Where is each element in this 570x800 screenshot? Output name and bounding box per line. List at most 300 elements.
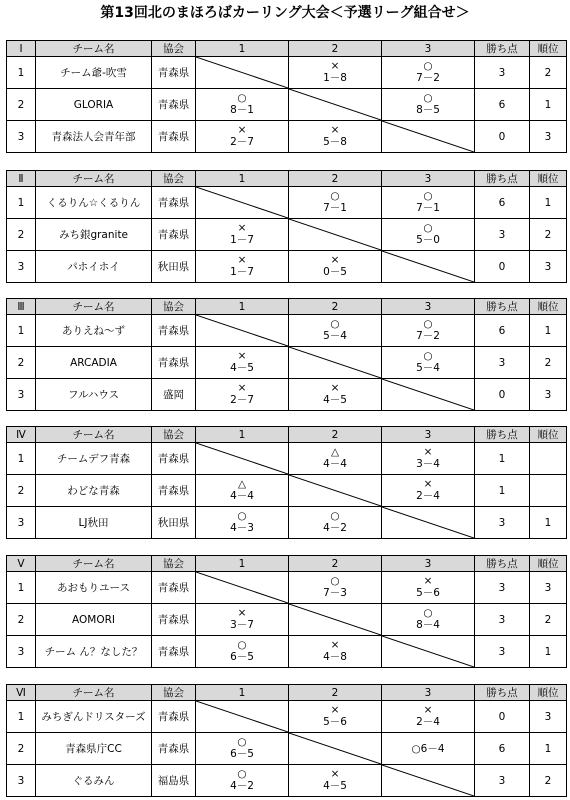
team-name: あおもりユース [36,572,152,604]
row-number: 2 [7,604,36,636]
assoc-header: 協会 [152,427,196,443]
team-name: みちぎんドリスターズ [36,701,152,733]
rank: 2 [530,219,567,251]
league-label: Ⅲ [7,299,36,315]
match3-header: 3 [382,685,475,701]
result-score: 5－6 [323,716,347,728]
team-name: チーム ん？なした？ [36,636,152,668]
rank-header: 順位 [530,299,567,315]
result-mark: × [330,60,340,72]
match-result [382,572,475,604]
points: 6 [475,315,530,347]
association: 青森県 [152,475,196,507]
match-result [196,733,289,765]
result-mark: ○ [237,92,247,104]
match1-header: 1 [196,171,289,187]
points: 0 [475,121,530,153]
result-score: 7－3 [323,587,347,599]
team-header: チーム名 [36,171,152,187]
points: 3 [475,636,530,668]
match-result [289,187,382,219]
match1-header: 1 [196,299,289,315]
diagonal-line [382,121,474,152]
result-mark: ○ [330,575,340,587]
match-result [289,121,382,153]
self-match-cell [382,765,475,797]
match1-header: 1 [196,685,289,701]
association: 青森県 [152,636,196,668]
diagonal-line [196,57,288,88]
result-mark: × [330,704,340,716]
match3-header: 3 [382,299,475,315]
association: 福島県 [152,765,196,797]
diagonal-line [289,475,381,506]
result-mark: △ [237,478,247,490]
result-mark: ○ [423,92,433,104]
diagonal-line [196,443,288,474]
points: 6 [475,187,530,219]
team-name: 青森法人会青年部 [36,121,152,153]
rank: 1 [530,187,567,219]
team-name: ARCADIA [36,347,152,379]
result-mark: ○ [330,190,340,202]
rank [530,475,567,507]
points: 3 [475,57,530,89]
match-result [289,636,382,668]
result-mark: ○ [423,350,433,362]
result-score: 3－7 [230,619,254,631]
rank: 1 [530,89,567,121]
league-label: Ⅳ [7,427,36,443]
diagonal-line [289,219,381,250]
match1-header: 1 [196,41,289,57]
result-score: 5－4 [416,362,440,374]
team-name: GLORIA [36,89,152,121]
assoc-header: 協会 [152,556,196,572]
diagonal-line [196,701,288,732]
match2-header: 2 [289,171,382,187]
team-name: パホイホイ [36,251,152,283]
result-score: 6－5 [230,651,254,663]
match-result [382,219,475,251]
rank: 3 [530,379,567,411]
self-match-cell [382,379,475,411]
match-result [382,443,475,475]
match-result [196,604,289,636]
rank: 2 [530,347,567,379]
team-name: みち銀granite [36,219,152,251]
row-number: 1 [7,187,36,219]
result-score: 4－4 [230,490,254,502]
row-number: 2 [7,733,36,765]
self-match-cell [196,187,289,219]
association: 青森県 [152,347,196,379]
result-score: 1－7 [230,234,254,246]
table-row [7,57,567,89]
association: 青森県 [152,733,196,765]
result-score: 8－5 [416,104,440,116]
result-mark: × [330,639,340,651]
result-mark: ○ [423,190,433,202]
result-mark: ○ [237,639,247,651]
league-table [6,170,567,283]
result-mark: ○ [423,222,433,234]
row-number: 1 [7,701,36,733]
result-score: 4－4 [323,458,347,470]
association: 青森県 [152,604,196,636]
points-header: 勝ち点 [475,171,530,187]
result-score: 2－7 [230,394,254,406]
match2-header: 2 [289,41,382,57]
match-result [196,347,289,379]
self-match-cell [289,347,382,379]
result-mark: × [423,446,433,458]
table-row [7,315,567,347]
team-header: チーム名 [36,427,152,443]
row-number: 2 [7,89,36,121]
self-match-cell [196,315,289,347]
rank: 3 [530,572,567,604]
table-row [7,347,567,379]
self-match-cell [289,733,382,765]
result-score: 7－1 [416,202,440,214]
rank: 3 [530,701,567,733]
result-mark: × [237,607,247,619]
match-result [382,604,475,636]
result-mark: × [423,478,433,490]
result-score: 4－5 [230,362,254,374]
result-mark: × [237,222,247,234]
result-score: 1－7 [230,266,254,278]
self-match-cell [382,121,475,153]
rank: 1 [530,636,567,668]
match-result [289,507,382,539]
diagonal-line [196,187,288,218]
league-label: Ⅰ [7,41,36,57]
assoc-header: 協会 [152,171,196,187]
result-mark: ○ [423,607,433,619]
match-result [289,572,382,604]
match-result [289,701,382,733]
result-score: 0－5 [323,266,347,278]
league-table [6,298,567,411]
result-score: 7－2 [416,330,440,342]
association: 青森県 [152,315,196,347]
points-header: 勝ち点 [475,556,530,572]
result-mark: × [423,704,433,716]
league-label: Ⅴ [7,556,36,572]
result-mark: ○ [237,736,247,748]
result-score: 4－8 [323,651,347,663]
result-score: 4－2 [230,780,254,792]
table-row [7,507,567,539]
match-result [196,121,289,153]
result-mark: × [423,575,433,587]
result-score: 7－1 [323,202,347,214]
team-name: AOMORI [36,604,152,636]
result-mark: ○ [237,768,247,780]
association: 青森県 [152,89,196,121]
points: 1 [475,443,530,475]
points: 3 [475,765,530,797]
points: 3 [475,604,530,636]
table-row [7,187,567,219]
points: 0 [475,251,530,283]
rank: 3 [530,251,567,283]
match2-header: 2 [289,299,382,315]
match2-header: 2 [289,685,382,701]
match-result [196,475,289,507]
association: 青森県 [152,121,196,153]
self-match-cell [289,604,382,636]
rank: 1 [530,733,567,765]
team-header: チーム名 [36,299,152,315]
association: 青森県 [152,443,196,475]
row-number: 2 [7,347,36,379]
result-mark: × [237,254,247,266]
team-name: わどな青森 [36,475,152,507]
result-score: 5－6 [416,587,440,599]
association: 青森県 [152,701,196,733]
points: 1 [475,475,530,507]
match-result [382,701,475,733]
result-score: 1－8 [323,72,347,84]
table-row [7,765,567,797]
match-result [382,89,475,121]
rank: 2 [530,57,567,89]
league-table [6,426,567,539]
result-mark: × [330,254,340,266]
points: 6 [475,89,530,121]
row-number: 1 [7,572,36,604]
league-label: Ⅱ [7,171,36,187]
match3-header: 3 [382,556,475,572]
match-result [196,636,289,668]
page-title: 第13回北のまほろばカーリング大会＜予選リーグ組合せ＞ [100,5,470,21]
team-name: くるりん☆くるりん [36,187,152,219]
rank-header: 順位 [530,41,567,57]
result-score: 4－5 [323,780,347,792]
association: 秋田県 [152,251,196,283]
match-result [196,507,289,539]
points-header: 勝ち点 [475,685,530,701]
diagonal-line [289,733,381,764]
league-table [6,555,567,668]
self-match-cell [382,636,475,668]
league-label: Ⅵ [7,685,36,701]
result-mark: ○ [423,318,433,330]
row-number: 3 [7,121,36,153]
diagonal-line [382,636,474,667]
result-mark: × [237,350,247,362]
self-match-cell [196,57,289,89]
points-header: 勝ち点 [475,299,530,315]
rank: 1 [530,315,567,347]
match1-header: 1 [196,556,289,572]
match2-header: 2 [289,427,382,443]
match-result [382,347,475,379]
team-name: ありえね～ず [36,315,152,347]
self-match-cell [289,475,382,507]
result-mark: × [330,382,340,394]
result-score: 6－5 [230,748,254,760]
match-result [382,187,475,219]
diagonal-line [382,765,474,796]
association: 盛岡 [152,379,196,411]
assoc-header: 協会 [152,685,196,701]
diagonal-line [289,347,381,378]
match-result [196,89,289,121]
match1-header: 1 [196,427,289,443]
diagonal-line [196,315,288,346]
result-score: 8－1 [230,104,254,116]
table-row [7,572,567,604]
result-score: 2－4 [416,716,440,728]
table-row [7,443,567,475]
points: 6 [475,733,530,765]
match-result [196,219,289,251]
association: 青森県 [152,57,196,89]
result-score: 5－8 [323,136,347,148]
result-mark: × [237,382,247,394]
table-row [7,89,567,121]
points: 3 [475,572,530,604]
table-row [7,733,567,765]
table-row [7,219,567,251]
result-mark: × [237,124,247,136]
table-row [7,701,567,733]
result-score: 5－4 [323,330,347,342]
match3-header: 3 [382,171,475,187]
points-header: 勝ち点 [475,41,530,57]
result-mark: ○ [330,318,340,330]
team-name: LJ秋田 [36,507,152,539]
table-row [7,121,567,153]
row-number: 3 [7,251,36,283]
result-mark: ○ [237,510,247,522]
self-match-cell [382,251,475,283]
result-score: 3－4 [416,458,440,470]
match-result [289,251,382,283]
row-number: 3 [7,507,36,539]
self-match-cell [196,701,289,733]
table-row [7,475,567,507]
table-row [7,636,567,668]
rank-header: 順位 [530,685,567,701]
result-mark: ○ [330,510,340,522]
self-match-cell [196,443,289,475]
match-result [196,765,289,797]
row-number: 1 [7,443,36,475]
diagonal-line [382,507,474,538]
match-result [289,379,382,411]
rank-header: 順位 [530,171,567,187]
result-score: 2－4 [416,490,440,502]
row-number: 1 [7,57,36,89]
match2-header: 2 [289,556,382,572]
result-score: 4－3 [230,522,254,534]
assoc-header: 協会 [152,299,196,315]
row-number: 2 [7,475,36,507]
rank: 2 [530,765,567,797]
league-table [6,40,567,153]
match-result [382,475,475,507]
result-score: 4－2 [323,522,347,534]
self-match-cell [196,572,289,604]
result-score: 8－4 [416,619,440,631]
result-score: 7－2 [416,72,440,84]
self-match-cell [382,507,475,539]
result-score: 2－7 [230,136,254,148]
row-number: 3 [7,379,36,411]
diagonal-line [289,89,381,120]
league-table [6,684,567,797]
rank [530,443,567,475]
team-name: チームデフ青森 [36,443,152,475]
points: 3 [475,347,530,379]
match-result [382,57,475,89]
points: 0 [475,379,530,411]
association: 青森県 [152,572,196,604]
team-name: チーム爺-吹雪 [36,57,152,89]
rank-header: 順位 [530,556,567,572]
row-number: 2 [7,219,36,251]
match-result [196,251,289,283]
table-row [7,251,567,283]
match3-header: 3 [382,427,475,443]
match3-header: 3 [382,41,475,57]
team-name: 青森県庁CC [36,733,152,765]
self-match-cell [289,219,382,251]
result-score: 5－0 [416,234,440,246]
match-result [289,443,382,475]
row-number: 3 [7,636,36,668]
result-mark: △ [330,446,340,458]
match-result [382,733,475,765]
result-score: 4－5 [323,394,347,406]
rank-header: 順位 [530,427,567,443]
diagonal-line [196,572,288,603]
team-name: フルハウス [36,379,152,411]
table-row [7,604,567,636]
result-mark: × [330,768,340,780]
points: 3 [475,507,530,539]
table-row [7,379,567,411]
match-result-text: ○6－4 [411,743,445,755]
diagonal-line [382,251,474,282]
association: 秋田県 [152,507,196,539]
diagonal-line [289,604,381,635]
team-header: チーム名 [36,41,152,57]
association: 青森県 [152,219,196,251]
match-result [289,57,382,89]
points-header: 勝ち点 [475,427,530,443]
team-header: チーム名 [36,556,152,572]
team-name: ぐるみん [36,765,152,797]
rank: 3 [530,121,567,153]
result-mark: × [330,124,340,136]
self-match-cell [289,89,382,121]
row-number: 3 [7,765,36,797]
assoc-header: 協会 [152,41,196,57]
points: 3 [475,219,530,251]
points: 0 [475,701,530,733]
row-number: 1 [7,315,36,347]
match-result [289,315,382,347]
result-mark: ○ [423,60,433,72]
match-result [289,765,382,797]
team-header: チーム名 [36,685,152,701]
